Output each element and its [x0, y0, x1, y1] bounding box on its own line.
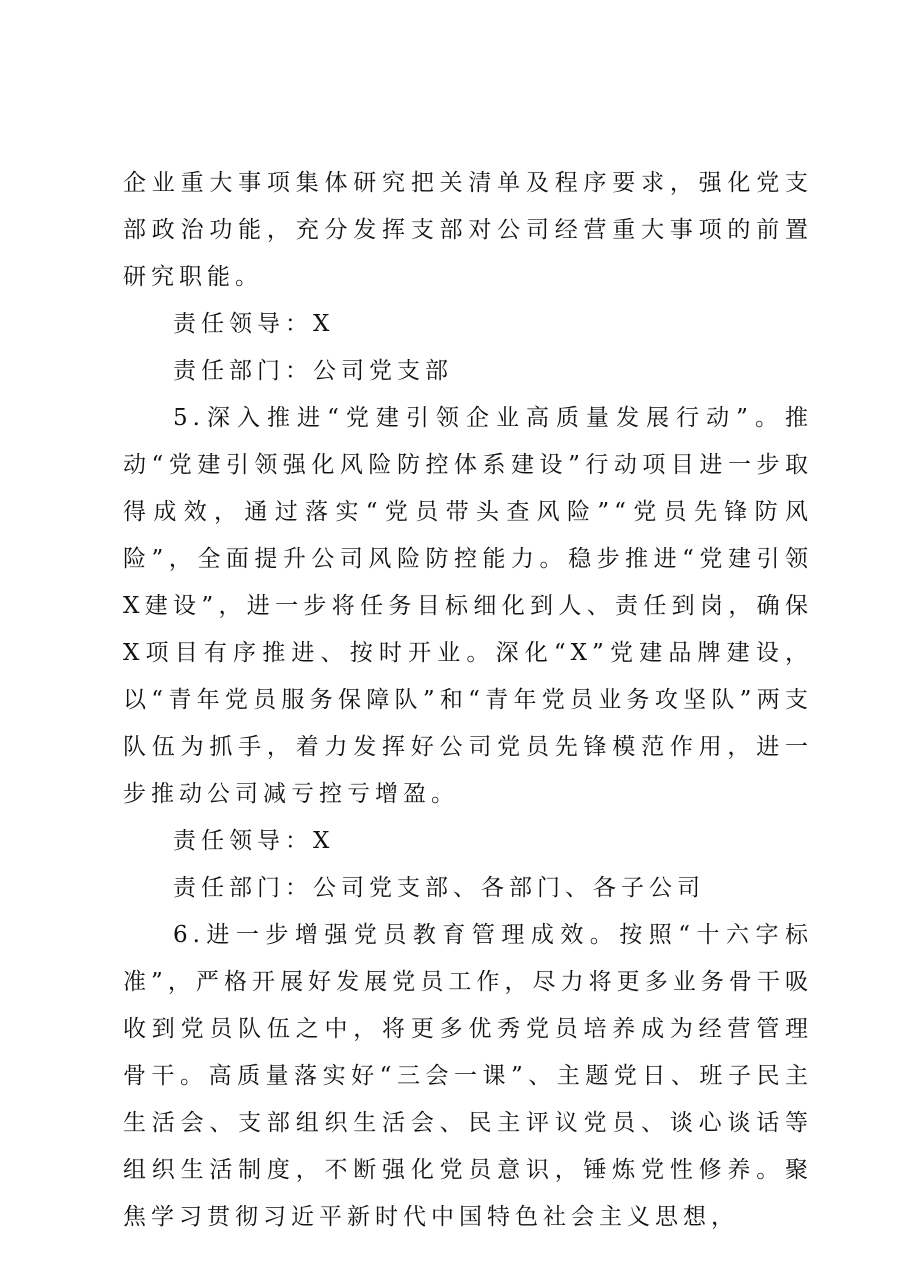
- responsible-leader-line: 责任领导：X: [173, 311, 335, 337]
- paragraph-item-5: 5.深入推进“党建引领企业高质量发展行动”。推动“党建引领强化风险防控体系建设”行动项目进一步取得成效，通过落实“党员带头查风险”“党员先锋防风险”，全面提升公司风险防控能力。稳步推进“党建引领X建设”，进一步将任务目标细化到人、责任到岗，确保X项目有序推进、按时开业。深化“X”党建品牌建设，以“青年党员服务保障队”和“青年党员业务攻坚队”两支队伍为抓手，着力发挥好公司党员先锋模范作用，进一步推动公司减亏控亏增盈。: [123, 405, 813, 807]
- paragraph-item-6: 6.进一步增强党员教育管理成效。按照“十六字标准”，严格开展好发展党员工作，尽力将更多业务骨干吸收到党员队伍之中，将更多优秀党员培养成为经营管理骨干。高质量落实好“三会一课”、主题党日、班子民主生活会、支部组织生活会、民主评议党员、谈心谈话等组织生活制度，不断强化党员意识，锤炼党性修养。聚焦学习贯彻习近平新时代中国特色社会主义思想，: [123, 922, 813, 1230]
- document-body: [123, 160, 813, 1241]
- responsible-department-line: 责任部门：公司党支部、各部门、各子公司: [173, 875, 705, 901]
- responsible-department-line: 责任部门：公司党支部: [173, 358, 453, 384]
- responsible-leader-line: 责任领导：X: [173, 828, 335, 854]
- paragraph-continuation: 企业重大事项集体研究把关清单及程序要求，强化党支部政治功能，充分发挥支部对公司经营重大事项的前置研究职能。: [123, 170, 813, 290]
